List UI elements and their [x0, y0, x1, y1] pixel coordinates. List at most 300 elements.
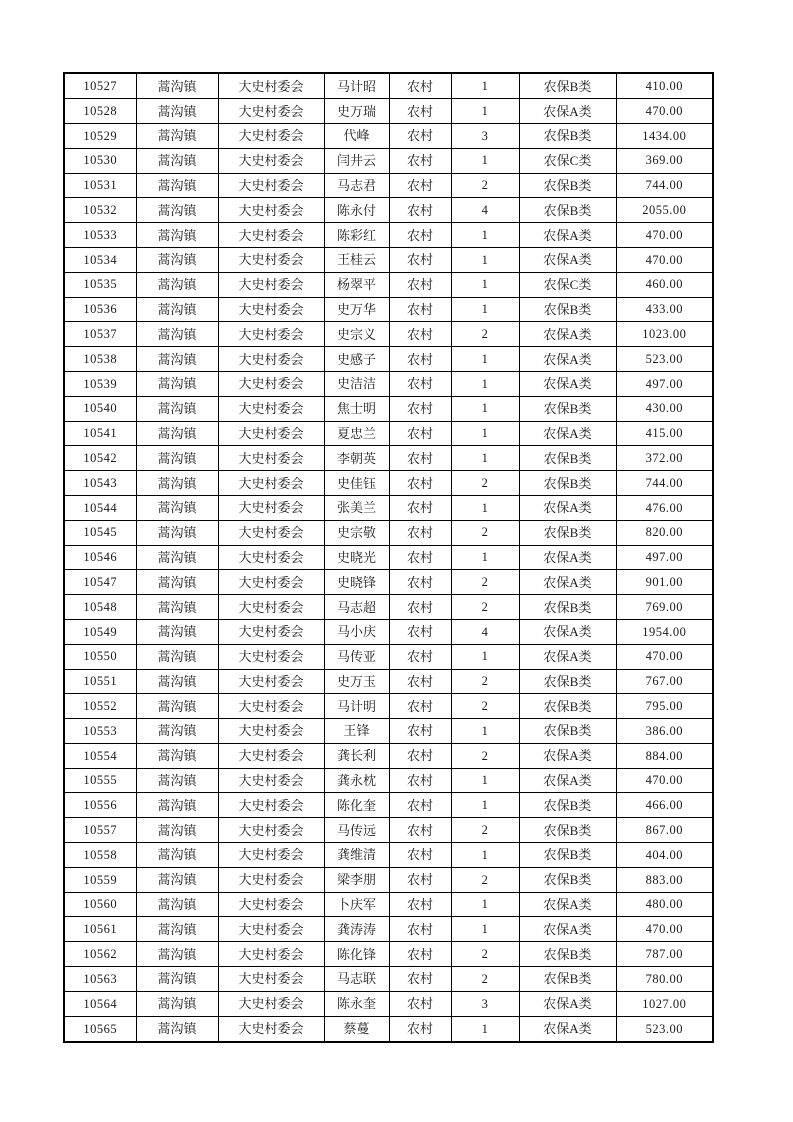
- cell-town: 蒿沟镇: [136, 917, 218, 942]
- cell-village: 大史村委会: [218, 223, 324, 248]
- cell-amount: 767.00: [616, 669, 713, 694]
- cell-name: 蔡蔓: [324, 1016, 389, 1042]
- cell-town: 蒿沟镇: [136, 347, 218, 372]
- cell-amount: 497.00: [616, 371, 713, 396]
- cell-village: 大史村委会: [218, 371, 324, 396]
- cell-amount: 372.00: [616, 446, 713, 471]
- cell-id: 10561: [64, 917, 136, 942]
- cell-name: 马计昭: [324, 73, 389, 99]
- cell-residence-type: 农村: [389, 570, 451, 595]
- cell-name: 马小庆: [324, 619, 389, 644]
- cell-village: 大史村委会: [218, 347, 324, 372]
- cell-name: 夏忠兰: [324, 421, 389, 446]
- cell-amount: 404.00: [616, 843, 713, 868]
- table-row: [64, 570, 713, 595]
- cell-insurance-category: 农保B类: [519, 793, 616, 818]
- table-row: [64, 73, 713, 99]
- cell-insurance-category: 农保A类: [519, 743, 616, 768]
- table-row: [64, 892, 713, 917]
- cell-village: 大史村委会: [218, 495, 324, 520]
- cell-id: 10554: [64, 743, 136, 768]
- cell-village: 大史村委会: [218, 644, 324, 669]
- cell-id: 10557: [64, 818, 136, 843]
- table-row: [64, 471, 713, 496]
- cell-amount: 470.00: [616, 247, 713, 272]
- cell-residence-type: 农村: [389, 595, 451, 620]
- cell-name: 李朝英: [324, 446, 389, 471]
- cell-village: 大史村委会: [218, 619, 324, 644]
- table-row: [64, 446, 713, 471]
- cell-insurance-category: 农保A类: [519, 619, 616, 644]
- table-body: [64, 73, 713, 1042]
- cell-id: 10549: [64, 619, 136, 644]
- cell-town: 蒿沟镇: [136, 991, 218, 1016]
- cell-id: 10550: [64, 644, 136, 669]
- cell-name: 马传亚: [324, 644, 389, 669]
- cell-id: 10551: [64, 669, 136, 694]
- cell-person-count: 2: [451, 867, 519, 892]
- cell-person-count: 1: [451, 843, 519, 868]
- cell-town: 蒿沟镇: [136, 570, 218, 595]
- cell-residence-type: 农村: [389, 991, 451, 1016]
- cell-residence-type: 农村: [389, 520, 451, 545]
- cell-residence-type: 农村: [389, 892, 451, 917]
- cell-amount: 1434.00: [616, 123, 713, 148]
- cell-village: 大史村委会: [218, 148, 324, 173]
- cell-amount: 1027.00: [616, 991, 713, 1016]
- cell-insurance-category: 农保B类: [519, 396, 616, 421]
- cell-amount: 523.00: [616, 1016, 713, 1042]
- cell-person-count: 1: [451, 644, 519, 669]
- cell-village: 大史村委会: [218, 595, 324, 620]
- cell-residence-type: 农村: [389, 545, 451, 570]
- table-row: [64, 297, 713, 322]
- cell-town: 蒿沟镇: [136, 371, 218, 396]
- cell-amount: 883.00: [616, 867, 713, 892]
- cell-person-count: 2: [451, 570, 519, 595]
- cell-village: 大史村委会: [218, 272, 324, 297]
- cell-insurance-category: 农保A类: [519, 371, 616, 396]
- table-row: [64, 545, 713, 570]
- cell-name: 代峰: [324, 123, 389, 148]
- cell-amount: 415.00: [616, 421, 713, 446]
- cell-person-count: 1: [451, 396, 519, 421]
- cell-village: 大史村委会: [218, 73, 324, 99]
- cell-person-count: 1: [451, 347, 519, 372]
- cell-person-count: 1: [451, 768, 519, 793]
- cell-amount: 1023.00: [616, 322, 713, 347]
- cell-person-count: 1: [451, 917, 519, 942]
- cell-id: 10545: [64, 520, 136, 545]
- cell-insurance-category: 农保A类: [519, 570, 616, 595]
- cell-insurance-category: 农保A类: [519, 768, 616, 793]
- cell-person-count: 2: [451, 967, 519, 992]
- cell-id: 10530: [64, 148, 136, 173]
- cell-town: 蒿沟镇: [136, 768, 218, 793]
- cell-village: 大史村委会: [218, 892, 324, 917]
- cell-village: 大史村委会: [218, 520, 324, 545]
- cell-town: 蒿沟镇: [136, 644, 218, 669]
- cell-name: 闫井云: [324, 148, 389, 173]
- cell-insurance-category: 农保B类: [519, 520, 616, 545]
- cell-insurance-category: 农保A类: [519, 347, 616, 372]
- cell-village: 大史村委会: [218, 99, 324, 124]
- cell-name: 陈彩红: [324, 223, 389, 248]
- cell-insurance-category: 农保A类: [519, 99, 616, 124]
- table-row: [64, 644, 713, 669]
- cell-id: 10534: [64, 247, 136, 272]
- cell-insurance-category: 农保A类: [519, 421, 616, 446]
- cell-amount: 769.00: [616, 595, 713, 620]
- cell-residence-type: 农村: [389, 843, 451, 868]
- cell-amount: 884.00: [616, 743, 713, 768]
- cell-insurance-category: 农保A类: [519, 644, 616, 669]
- table-row: [64, 272, 713, 297]
- cell-town: 蒿沟镇: [136, 669, 218, 694]
- cell-town: 蒿沟镇: [136, 198, 218, 223]
- cell-town: 蒿沟镇: [136, 73, 218, 99]
- cell-village: 大史村委会: [218, 545, 324, 570]
- cell-id: 10533: [64, 223, 136, 248]
- cell-town: 蒿沟镇: [136, 272, 218, 297]
- table-row: [64, 1016, 713, 1042]
- cell-person-count: 2: [451, 694, 519, 719]
- table-row: [64, 768, 713, 793]
- cell-id: 10547: [64, 570, 136, 595]
- cell-residence-type: 农村: [389, 123, 451, 148]
- cell-insurance-category: 农保C类: [519, 272, 616, 297]
- cell-insurance-category: 农保A类: [519, 917, 616, 942]
- table-row: [64, 396, 713, 421]
- cell-village: 大史村委会: [218, 694, 324, 719]
- cell-insurance-category: 农保B类: [519, 867, 616, 892]
- cell-town: 蒿沟镇: [136, 967, 218, 992]
- cell-village: 大史村委会: [218, 669, 324, 694]
- table-row: [64, 198, 713, 223]
- table-row: [64, 694, 713, 719]
- cell-residence-type: 农村: [389, 99, 451, 124]
- cell-person-count: 1: [451, 371, 519, 396]
- cell-town: 蒿沟镇: [136, 99, 218, 124]
- cell-person-count: 1: [451, 297, 519, 322]
- cell-town: 蒿沟镇: [136, 719, 218, 744]
- table-row: [64, 347, 713, 372]
- cell-id: 10531: [64, 173, 136, 198]
- cell-id: 10546: [64, 545, 136, 570]
- cell-residence-type: 农村: [389, 446, 451, 471]
- cell-person-count: 1: [451, 719, 519, 744]
- cell-village: 大史村委会: [218, 991, 324, 1016]
- table-row: [64, 322, 713, 347]
- cell-town: 蒿沟镇: [136, 818, 218, 843]
- cell-name: 史感子: [324, 347, 389, 372]
- cell-amount: 470.00: [616, 917, 713, 942]
- table-row: [64, 595, 713, 620]
- cell-amount: 410.00: [616, 73, 713, 99]
- cell-residence-type: 农村: [389, 347, 451, 372]
- cell-insurance-category: 农保A类: [519, 1016, 616, 1042]
- cell-residence-type: 农村: [389, 73, 451, 99]
- cell-person-count: 2: [451, 818, 519, 843]
- cell-insurance-category: 农保A类: [519, 892, 616, 917]
- cell-amount: 787.00: [616, 942, 713, 967]
- cell-id: 10536: [64, 297, 136, 322]
- cell-amount: 867.00: [616, 818, 713, 843]
- cell-town: 蒿沟镇: [136, 297, 218, 322]
- cell-name: 杨翠平: [324, 272, 389, 297]
- cell-name: 史佳钰: [324, 471, 389, 496]
- cell-village: 大史村委会: [218, 917, 324, 942]
- cell-name: 陈永付: [324, 198, 389, 223]
- cell-id: 10543: [64, 471, 136, 496]
- cell-amount: 470.00: [616, 768, 713, 793]
- cell-id: 10539: [64, 371, 136, 396]
- cell-insurance-category: 农保B类: [519, 446, 616, 471]
- cell-residence-type: 农村: [389, 198, 451, 223]
- cell-name: 史万华: [324, 297, 389, 322]
- cell-residence-type: 农村: [389, 173, 451, 198]
- cell-amount: 476.00: [616, 495, 713, 520]
- cell-village: 大史村委会: [218, 421, 324, 446]
- cell-person-count: 1: [451, 421, 519, 446]
- cell-person-count: 3: [451, 123, 519, 148]
- cell-residence-type: 农村: [389, 867, 451, 892]
- cell-town: 蒿沟镇: [136, 1016, 218, 1042]
- cell-person-count: 1: [451, 495, 519, 520]
- cell-name: 龚长利: [324, 743, 389, 768]
- table-row: [64, 867, 713, 892]
- table-row: [64, 793, 713, 818]
- cell-residence-type: 农村: [389, 719, 451, 744]
- cell-name: 王桂云: [324, 247, 389, 272]
- table-row: [64, 967, 713, 992]
- cell-residence-type: 农村: [389, 396, 451, 421]
- cell-id: 10537: [64, 322, 136, 347]
- cell-id: 10540: [64, 396, 136, 421]
- cell-amount: 369.00: [616, 148, 713, 173]
- cell-id: 10553: [64, 719, 136, 744]
- cell-residence-type: 农村: [389, 644, 451, 669]
- cell-village: 大史村委会: [218, 247, 324, 272]
- cell-person-count: 1: [451, 99, 519, 124]
- cell-id: 10541: [64, 421, 136, 446]
- cell-id: 10560: [64, 892, 136, 917]
- cell-person-count: 1: [451, 73, 519, 99]
- table-row: [64, 247, 713, 272]
- cell-village: 大史村委会: [218, 198, 324, 223]
- cell-residence-type: 农村: [389, 967, 451, 992]
- table-row: [64, 719, 713, 744]
- cell-name: 史晓锋: [324, 570, 389, 595]
- cell-id: 10538: [64, 347, 136, 372]
- cell-insurance-category: 农保B类: [519, 942, 616, 967]
- cell-insurance-category: 农保A类: [519, 322, 616, 347]
- cell-name: 梁李朋: [324, 867, 389, 892]
- cell-residence-type: 农村: [389, 322, 451, 347]
- cell-id: 10528: [64, 99, 136, 124]
- cell-name: 史宗义: [324, 322, 389, 347]
- cell-id: 10535: [64, 272, 136, 297]
- cell-name: 陈永奎: [324, 991, 389, 1016]
- cell-amount: 460.00: [616, 272, 713, 297]
- cell-village: 大史村委会: [218, 818, 324, 843]
- cell-person-count: 2: [451, 322, 519, 347]
- cell-name: 史万玉: [324, 669, 389, 694]
- cell-village: 大史村委会: [218, 396, 324, 421]
- table-row: [64, 223, 713, 248]
- cell-person-count: 2: [451, 471, 519, 496]
- cell-person-count: 2: [451, 595, 519, 620]
- cell-insurance-category: 农保B类: [519, 471, 616, 496]
- cell-person-count: 2: [451, 173, 519, 198]
- cell-insurance-category: 农保B类: [519, 173, 616, 198]
- cell-residence-type: 农村: [389, 421, 451, 446]
- cell-village: 大史村委会: [218, 570, 324, 595]
- cell-residence-type: 农村: [389, 272, 451, 297]
- cell-amount: 744.00: [616, 471, 713, 496]
- cell-name: 马志君: [324, 173, 389, 198]
- table-row: [64, 818, 713, 843]
- cell-name: 王锋: [324, 719, 389, 744]
- cell-village: 大史村委会: [218, 768, 324, 793]
- cell-town: 蒿沟镇: [136, 793, 218, 818]
- table-row: [64, 173, 713, 198]
- cell-town: 蒿沟镇: [136, 471, 218, 496]
- cell-village: 大史村委会: [218, 942, 324, 967]
- cell-amount: 470.00: [616, 99, 713, 124]
- cell-residence-type: 农村: [389, 1016, 451, 1042]
- cell-name: 龚维清: [324, 843, 389, 868]
- cell-name: 龚涛涛: [324, 917, 389, 942]
- cell-residence-type: 农村: [389, 297, 451, 322]
- cell-residence-type: 农村: [389, 619, 451, 644]
- cell-residence-type: 农村: [389, 793, 451, 818]
- cell-amount: 433.00: [616, 297, 713, 322]
- cell-person-count: 1: [451, 1016, 519, 1042]
- cell-insurance-category: 农保B类: [519, 123, 616, 148]
- cell-person-count: 2: [451, 669, 519, 694]
- cell-residence-type: 农村: [389, 743, 451, 768]
- cell-id: 10562: [64, 942, 136, 967]
- cell-town: 蒿沟镇: [136, 148, 218, 173]
- table-row: [64, 942, 713, 967]
- cell-name: 陈化奎: [324, 793, 389, 818]
- cell-insurance-category: 农保B类: [519, 719, 616, 744]
- cell-insurance-category: 农保A类: [519, 223, 616, 248]
- cell-village: 大史村委会: [218, 446, 324, 471]
- cell-amount: 470.00: [616, 644, 713, 669]
- cell-residence-type: 农村: [389, 917, 451, 942]
- cell-residence-type: 农村: [389, 942, 451, 967]
- table-row: [64, 421, 713, 446]
- cell-village: 大史村委会: [218, 297, 324, 322]
- cell-amount: 2055.00: [616, 198, 713, 223]
- cell-amount: 523.00: [616, 347, 713, 372]
- table-row: [64, 123, 713, 148]
- cell-residence-type: 农村: [389, 223, 451, 248]
- cell-insurance-category: 农保B类: [519, 694, 616, 719]
- cell-person-count: 1: [451, 446, 519, 471]
- cell-person-count: 4: [451, 198, 519, 223]
- cell-village: 大史村委会: [218, 173, 324, 198]
- cell-residence-type: 农村: [389, 768, 451, 793]
- cell-amount: 820.00: [616, 520, 713, 545]
- cell-person-count: 4: [451, 619, 519, 644]
- cell-person-count: 2: [451, 520, 519, 545]
- cell-id: 10555: [64, 768, 136, 793]
- cell-id: 10565: [64, 1016, 136, 1042]
- cell-id: 10527: [64, 73, 136, 99]
- cell-name: 马志联: [324, 967, 389, 992]
- cell-id: 10552: [64, 694, 136, 719]
- cell-person-count: 3: [451, 991, 519, 1016]
- cell-id: 10532: [64, 198, 136, 223]
- cell-insurance-category: 农保B类: [519, 198, 616, 223]
- cell-amount: 386.00: [616, 719, 713, 744]
- cell-person-count: 1: [451, 793, 519, 818]
- cell-name: 史洁洁: [324, 371, 389, 396]
- cell-insurance-category: 农保B类: [519, 818, 616, 843]
- cell-insurance-category: 农保A类: [519, 545, 616, 570]
- cell-town: 蒿沟镇: [136, 446, 218, 471]
- cell-town: 蒿沟镇: [136, 545, 218, 570]
- cell-residence-type: 农村: [389, 694, 451, 719]
- cell-id: 10544: [64, 495, 136, 520]
- cell-amount: 795.00: [616, 694, 713, 719]
- cell-village: 大史村委会: [218, 967, 324, 992]
- cell-amount: 470.00: [616, 223, 713, 248]
- cell-town: 蒿沟镇: [136, 123, 218, 148]
- cell-id: 10564: [64, 991, 136, 1016]
- cell-insurance-category: 农保C类: [519, 148, 616, 173]
- table-row: [64, 99, 713, 124]
- insurance-table: [63, 72, 714, 1043]
- cell-insurance-category: 农保A类: [519, 991, 616, 1016]
- cell-name: 焦士明: [324, 396, 389, 421]
- cell-amount: 466.00: [616, 793, 713, 818]
- cell-town: 蒿沟镇: [136, 743, 218, 768]
- cell-town: 蒿沟镇: [136, 223, 218, 248]
- table-row: [64, 669, 713, 694]
- cell-residence-type: 农村: [389, 818, 451, 843]
- cell-id: 10563: [64, 967, 136, 992]
- cell-village: 大史村委会: [218, 322, 324, 347]
- cell-person-count: 1: [451, 892, 519, 917]
- cell-insurance-category: 农保B类: [519, 595, 616, 620]
- cell-town: 蒿沟镇: [136, 173, 218, 198]
- table-row: [64, 991, 713, 1016]
- cell-name: 马计明: [324, 694, 389, 719]
- cell-insurance-category: 农保A类: [519, 247, 616, 272]
- cell-town: 蒿沟镇: [136, 396, 218, 421]
- cell-name: 马志超: [324, 595, 389, 620]
- table-row: [64, 843, 713, 868]
- cell-insurance-category: 农保B类: [519, 73, 616, 99]
- cell-amount: 430.00: [616, 396, 713, 421]
- cell-residence-type: 农村: [389, 371, 451, 396]
- cell-town: 蒿沟镇: [136, 495, 218, 520]
- cell-insurance-category: 农保B类: [519, 297, 616, 322]
- cell-town: 蒿沟镇: [136, 520, 218, 545]
- cell-town: 蒿沟镇: [136, 867, 218, 892]
- cell-town: 蒿沟镇: [136, 619, 218, 644]
- cell-town: 蒿沟镇: [136, 322, 218, 347]
- cell-id: 10548: [64, 595, 136, 620]
- cell-person-count: 1: [451, 247, 519, 272]
- cell-residence-type: 农村: [389, 669, 451, 694]
- cell-town: 蒿沟镇: [136, 694, 218, 719]
- cell-residence-type: 农村: [389, 471, 451, 496]
